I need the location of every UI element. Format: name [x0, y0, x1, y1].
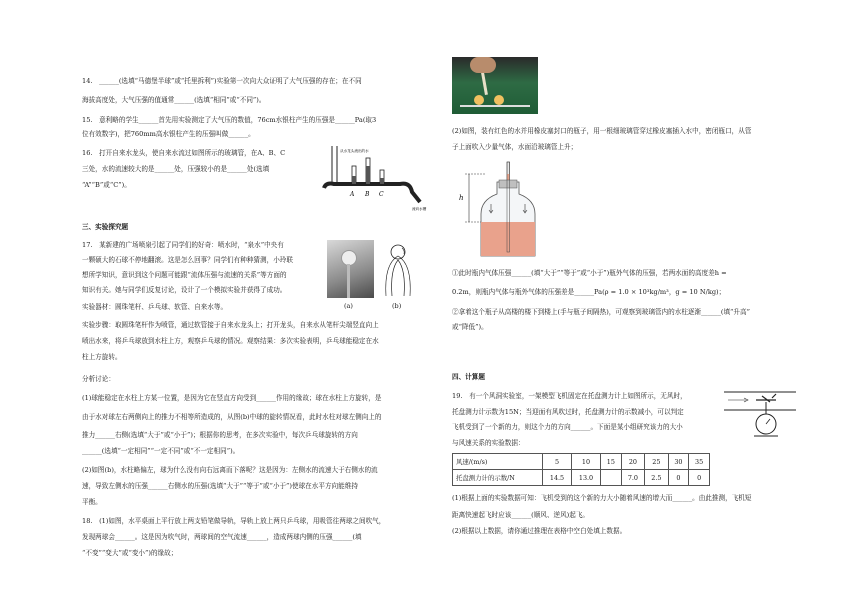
q17-line: (2)如图(b)，水柱略偏左，球为什么没有向右远离而下落呢？这是因为：左侧水的流速大于右侧水的流 [82, 466, 378, 474]
table-cell-blank[interactable] [601, 470, 622, 486]
pencil-rail [460, 105, 530, 107]
q17-line: 推力______右侧(选填“大于”或“小于”)；根据你的思考，在多次实验中，每次乒乓球旋转的方向 [82, 431, 358, 439]
table-cell: 14.5 [543, 470, 572, 486]
q16-label-c: C [379, 191, 384, 198]
table-cell: 13.0 [572, 470, 601, 486]
q18-2-line: (2)如图，装有红色的水并用橡皮塞封口的瓶子，用一根细玻璃管穿过橡皮塞插入水中，密闭瓶口，从管 [452, 127, 752, 135]
q19-after-line: 距离快速起飞时应该______(顺风、逆风)起飞。 [452, 511, 590, 519]
q17-line: 平衡。 [82, 498, 102, 506]
q15-line1: 15. 意利略的学生______首先用实验测定了大气压的数值，76cm水银柱产生的压强是______Pa(取3 [82, 116, 377, 124]
q17-line: ______(选填“一定相同”“一定不同”或“不一定相同”)。 [82, 447, 240, 455]
q17-line: 速，导致左侧水的压强______右侧水的压强(选填“大于”“等于”或“小于”)使球在水平方向能维持 [82, 482, 358, 490]
table-cell: 10 [572, 454, 601, 470]
q17-line: 喷出水来，将乒乓球放到水柱上方，观察乒乓球的情况。观察结果：多次实验表明，乒乓球能稳定在水 [82, 337, 379, 345]
section-4-heading: 四、计算题 [452, 373, 485, 381]
q16-label-a: A [350, 191, 355, 198]
ball-icon [494, 95, 504, 105]
q17-line: 由于水对球左右两侧向上的推力不相等所造成的，从图(b)中球的旋转情况看，此时水柱对球左侧向上的 [82, 413, 382, 421]
q18-line1: 18. (1)如图，水平桌面上平行放上两支铅笔做导轨，导轨上放上两只乒乓球，用吸管往两球之间吹气， [82, 517, 386, 525]
q17-label-b: (b) [392, 302, 402, 310]
hand [470, 57, 496, 73]
q19-line: 飞机受到了一个新的力，则这个力的方向______。下面是某小组研究该力的大小 [452, 423, 683, 431]
q15-line2: 位有效数字)，把760mm高水银柱产生的压强叫做______。 [82, 130, 255, 138]
q17-line: (1)球能稳定在水柱上方某一位置，是因为它在竖直方向受到______作用的缘故；球在水柱上方旋转，是 [82, 394, 382, 402]
q19-line: 19. 有一个风洞实验室，一架模型飞机固定在托盘测力计上如图所示，无风时， [452, 392, 687, 400]
q16-line3: “A”“B”或“C”)。 [82, 181, 131, 189]
table-cell: 0 [689, 470, 710, 486]
table-cell: 0 [668, 470, 689, 486]
q19-after-line: (2)根据以上数据，请你通过推理在表格中空白处填上数据。 [452, 527, 627, 535]
q17-line: 一颗硕大的石球不停地翻滚。这是怎么回事？同学们有种种猜测，小玲联 [82, 256, 293, 264]
q16-tube-figure [312, 144, 432, 216]
section-3-heading: 三、实验探究题 [82, 223, 129, 231]
q17-sketch-b [378, 240, 418, 298]
q18-3-line: 或“降低”)。 [452, 323, 488, 331]
q18-2-line: 子上面吹入少量气体，水面沿玻璃管上升； [452, 143, 578, 151]
q17-line: 柱上方旋转。 [82, 353, 122, 361]
q19-data-table [452, 453, 710, 486]
q16-label-top: 从水龙头流出的水 [340, 149, 369, 153]
q14-line1: 14. ______(选填“马德堡半球”或“托里拆利”)实验第一次向大众证明了大气压强的存在；在不同 [82, 77, 362, 85]
q19-line: 与风速关系的实验数据： [452, 439, 525, 447]
table-cell: 20 [621, 454, 644, 470]
table-cell: 2.5 [645, 470, 668, 486]
table-header-cell: 风速/(m/s) [453, 454, 543, 470]
q18-line2: 发现两球会______。这是因为吹气时，两球间的空气流速______，造成两球内侧的压强______(填 [82, 533, 362, 541]
q17-line: 实验步骤：取圆珠笔杆作为喷管，通过软管接于自来水龙头上；打开龙头，自来水从笔杆尖端竖直向上 [82, 321, 379, 329]
water-jet [347, 264, 350, 298]
q18-3-line: ①此时瓶内气体压强______(填“大于”“等于”或“小于”)瓶外气体的压强，若两水面的高度差h = [452, 269, 727, 277]
q18-line3: “不变”“变大”或“变小”)的缘故； [82, 549, 178, 557]
q19-after-line: (1)根据上面的实验数据可知：飞机受到的这个新的力大小随着风速的增大而______。由此推测，飞机短 [452, 494, 752, 502]
ball-icon [474, 95, 484, 105]
q18-3-line: ②拿着这个瓶子从高楼的楼下到楼上(手与瓶子间隔热)，可观察到玻璃管内的水柱逐渐______(填“升高” [452, 308, 750, 316]
q19-line: 托盘测力计示数为15N；当迎面有风吹过时，托盘测力计的示数减小，可以判定 [452, 408, 684, 416]
q17-line: 实验器材：圆珠笔杆、乒乓球、软管、自来水等。 [82, 303, 228, 311]
q17-photo-a [327, 240, 374, 298]
q14-line2: 海拔高度处，大气压强的值通常______(选填“相同”或“不同”)。 [82, 96, 266, 104]
q17-line: 分析讨论： [82, 375, 115, 383]
q16-line1: 16. 打开自来水龙头，使自来水流过如图所示的玻璃管，在A、B、C [82, 149, 286, 157]
q18-photo [452, 57, 538, 114]
table-cell: 7.0 [621, 470, 644, 486]
q18-h-label: h [459, 194, 464, 202]
table-row [453, 454, 710, 470]
table-cell: 5 [543, 454, 572, 470]
table-cell: 35 [689, 454, 710, 470]
table-cell: 25 [645, 454, 668, 470]
q18-bottle-figure [455, 160, 545, 260]
table-row [453, 470, 710, 486]
table-cell: 30 [668, 454, 689, 470]
q17-label-a: (a) [344, 302, 353, 310]
q16-label-side: 流向水槽 [412, 207, 427, 211]
q19-wind-tunnel-figure [722, 386, 798, 438]
q17-line: 知识有关。她与同学们反复讨论，设计了一个模拟实验并获得了成功。 [82, 286, 287, 294]
q18-3-line: 0.2m，则瓶内气体与瓶外气体的压强差是______Pa(ρ = 1.0 × 10³kg/m³，g = 10 N/kg)； [452, 288, 726, 296]
q16-label-b: B [365, 191, 370, 198]
table-cell: 15 [601, 454, 622, 470]
q17-line: 17. 某新建的广场喷泉引起了同学们的好奇：喷水时，“泉水”中央有 [82, 241, 284, 249]
q17-line: 想所学知识，意识到这个问题可能跟“流体压强与流速的关系”等方面的 [82, 271, 287, 279]
table-header-cell: 托盘测力计的示数/N [453, 470, 543, 486]
q16-line2: 三处，水的流速较大的是______处，压强较小的是______处(选填 [82, 165, 270, 173]
